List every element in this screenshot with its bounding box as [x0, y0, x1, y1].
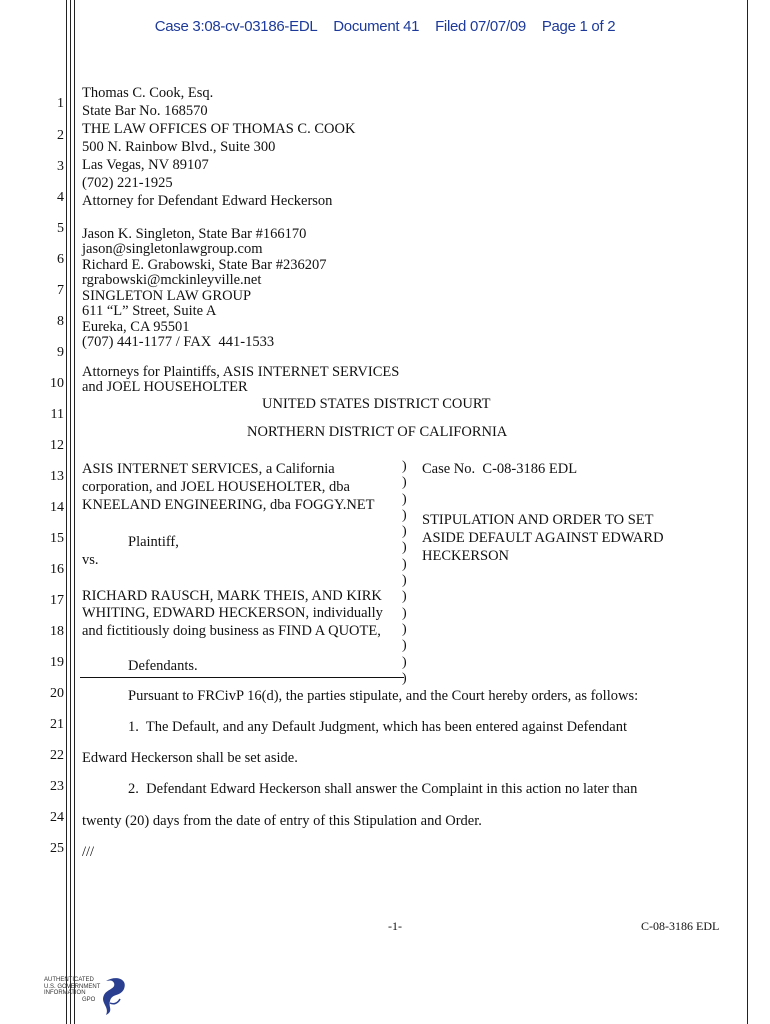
line-number: 15 [50, 531, 64, 546]
line-number: 19 [50, 655, 64, 670]
header-page: Page 1 of 2 [541, 18, 616, 35]
attorney-line: Richard E. Grabowski, State Bar #236207 [82, 257, 327, 273]
footer-case-ref: C-08-3186 EDL [641, 919, 720, 933]
plaintiff-line: ASIS INTERNET SERVICES, a California [82, 461, 335, 477]
ecf-header-stamp [0, 18, 770, 35]
document-title-line: STIPULATION AND ORDER TO SET [422, 512, 654, 528]
attorneys-for-plaintiffs: Attorneys for Plaintiffs, ASIS INTERNET SERVICES [82, 364, 400, 380]
line-number: 3 [57, 159, 64, 174]
caption-underline [80, 677, 404, 678]
attorney-line: (702) 221-1925 [82, 175, 173, 191]
body-intro: Pursuant to FRCivP 16(d), the parties stipulate, and the Court hereby orders, as follows: [128, 688, 639, 704]
line-number: 1 [57, 96, 64, 111]
body-paragraph-2-cont: twenty (20) days from the date of entry of this Stipulation and Order. [82, 813, 482, 829]
line-number: 23 [50, 779, 64, 794]
right-margin-rule [747, 0, 748, 1024]
attorney-line: 500 N. Rainbow Blvd., Suite 300 [82, 139, 276, 155]
line-number: 5 [57, 221, 64, 236]
line-number: 20 [50, 686, 64, 701]
vs-label: vs. [82, 552, 99, 568]
defendant-label: Defendants. [128, 658, 198, 674]
plaintiff-label: Plaintiff, [128, 534, 179, 550]
defendant-line: and fictitiously doing business as FIND A QUOTE, [82, 623, 381, 639]
attorney-line: State Bar No. 168570 [82, 103, 208, 119]
logo-line: AUTHENTICATED [44, 977, 94, 983]
court-name: UNITED STATES DISTRICT COURT [262, 396, 491, 412]
line-number: 8 [57, 314, 64, 329]
line-number: 14 [50, 500, 64, 515]
attorney-line: (707) 441-1177 / FAX 441-1533 [82, 334, 275, 350]
left-margin-rule-3 [74, 0, 75, 1024]
gpo-authenticated-logo [44, 973, 134, 1017]
line-number: 17 [50, 593, 64, 608]
line-number: 6 [57, 252, 64, 267]
caption-parens: ) ) ) ) ) ) ) ) ) ) ) ) ) ) [402, 459, 407, 686]
body-paragraph-2: 2. Defendant Edward Heckerson shall answer the Complaint in this action no later than [128, 781, 638, 797]
attorney-line: 611 “L” Street, Suite A [82, 303, 217, 319]
line-number: 16 [50, 562, 64, 577]
line-number: 25 [50, 841, 64, 856]
defendant-line: WHITING, EDWARD HECKERSON, individually [82, 605, 383, 621]
logo-line: U.S. GOVERNMENT [44, 983, 101, 990]
header-filed: Filed 07/07/09 [435, 18, 526, 35]
body-paragraph-1-cont: Edward Heckerson shall be set aside. [82, 750, 298, 766]
attorney-name: Thomas C. Cook, Esq. [82, 85, 214, 101]
defendant-line: RICHARD RAUSCH, MARK THEIS, AND KIRK [82, 588, 382, 604]
line-number: 2 [57, 128, 64, 143]
body-paragraph-1: 1. The Default, and any Default Judgment, which has been entered against Defendant [128, 719, 628, 735]
line-number: 7 [57, 283, 64, 298]
attorney-email: jason@singletonlawgroup.com [82, 241, 263, 257]
line-number: 10 [50, 376, 64, 391]
header-document: Document 41 [333, 18, 420, 35]
attorney-line: Jason K. Singleton, State Bar #166170 [82, 226, 307, 242]
line-number: 18 [50, 624, 64, 639]
attorneys-for-plaintiffs: and JOEL HOUSEHOLTER [82, 379, 248, 395]
logo-line: INFORMATION [44, 990, 86, 996]
line-number: 22 [50, 748, 64, 763]
line-number: 9 [57, 345, 64, 360]
line-number: 13 [50, 469, 64, 484]
left-margin-rule-inner [70, 0, 71, 1024]
attorney-line: THE LAW OFFICES OF THOMAS C. COOK [82, 121, 356, 137]
line-number: 4 [57, 190, 64, 205]
continuation-slashes: /// [82, 844, 95, 860]
line-number: 21 [50, 717, 64, 732]
footer-page-number: -1- [388, 919, 402, 933]
attorney-line: Attorney for Defendant Edward Heckerson [82, 193, 333, 209]
line-number: 12 [50, 438, 64, 453]
attorney-email: rgrabowski@mckinleyville.net [82, 272, 262, 288]
document-title-line: HECKERSON [422, 548, 510, 564]
plaintiff-line: corporation, and JOEL HOUSEHOLTER, dba [82, 479, 350, 495]
header-case: Case 3:08-cv-03186-EDL [154, 18, 318, 35]
case-number: Case No. C-08-3186 EDL [422, 461, 578, 477]
court-district: NORTHERN DISTRICT OF CALIFORNIA [247, 424, 508, 440]
line-number: 24 [50, 810, 64, 825]
attorney-line: Eureka, CA 95501 [82, 319, 190, 335]
attorney-line: SINGLETON LAW GROUP [82, 288, 252, 304]
document-title-line: ASIDE DEFAULT AGAINST EDWARD [422, 530, 664, 546]
left-margin-rule [66, 0, 67, 1024]
logo-gpo: GPO [82, 996, 96, 1003]
plaintiff-line: KNEELAND ENGINEERING, dba FOGGY.NET [82, 497, 375, 513]
attorney-line: Las Vegas, NV 89107 [82, 157, 209, 173]
line-number: 11 [50, 407, 64, 422]
